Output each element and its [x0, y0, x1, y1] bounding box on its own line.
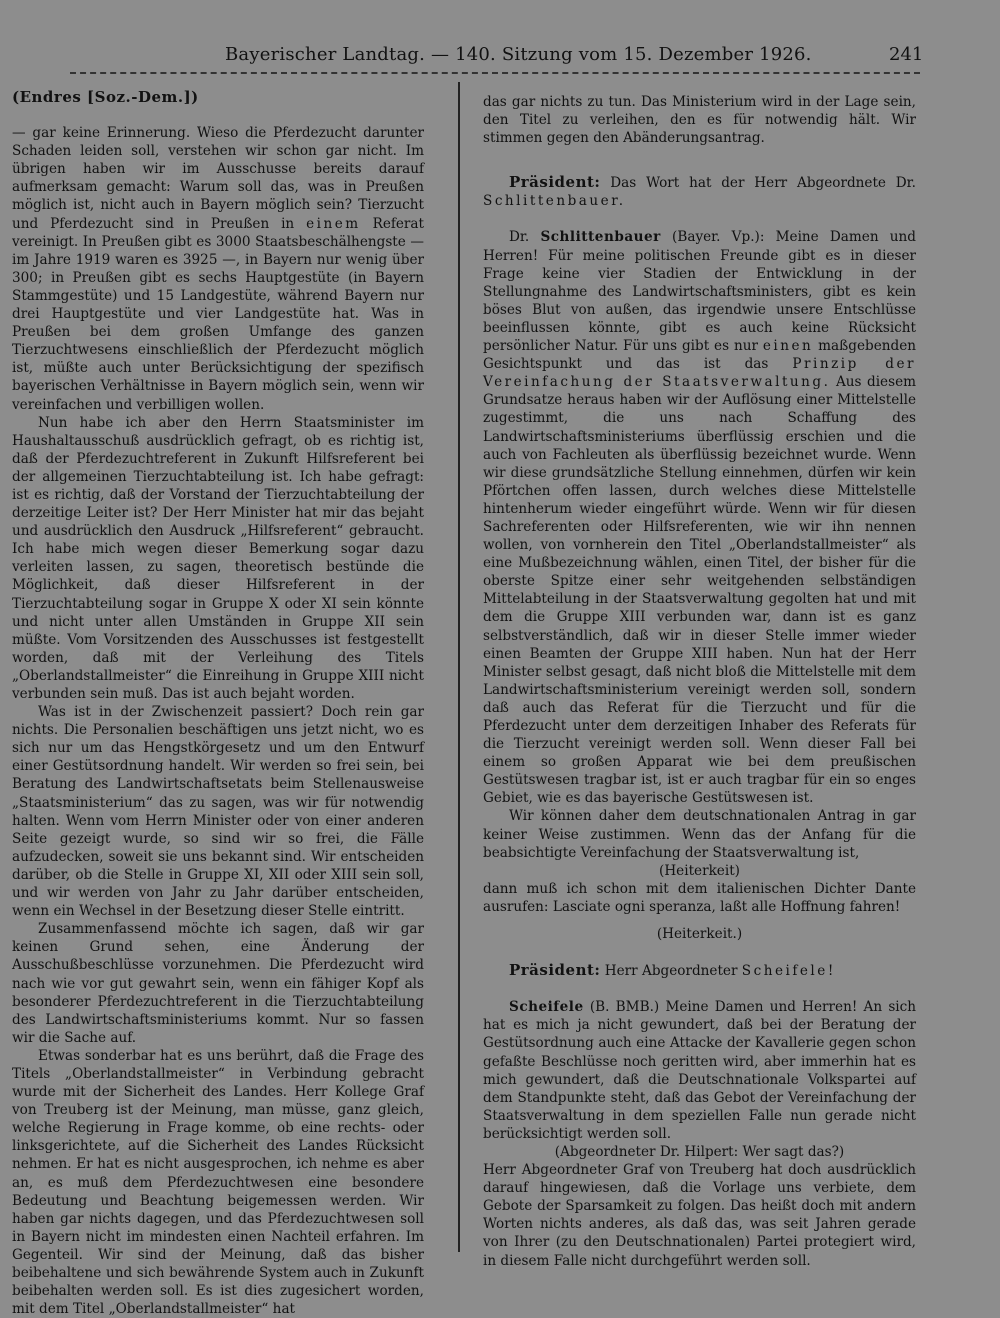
emphasis-text: einen	[762, 338, 814, 355]
paragraph	[12, 124, 424, 414]
paragraph: das gar nichts zu tun. Das Ministerium wird in der Lage sein, den Titel zu verleihen, den es für notwendig hält. Wir stimmen gegen den Abänderungsantrag.	[483, 94, 916, 147]
paragraph-text: Meine Damen und Herren! Für meine politischen Freunde gibt es in dieser Frage keine vier Stadien der Entwicklung in der Stellungnahme des Landwirtschaftsministers, gibt es kein böses Blut von außen, das irgendwie unsere Entschlüsse beeinflussen könnte, gibt es auch keine Rücksicht persönlicher Natur. Für uns gibt es nur	[483, 229, 917, 355]
paragraph: Wir können daher dem deutschnationalen Antrag in gar keiner Weise zustimmen. Wenn das der Anfang für die beabsichtigte Vereinfachung der Staatsverwaltung ist,	[483, 808, 916, 861]
paragraph: Was ist in der Zwischenzeit passiert? Doch rein gar nichts. Die Personalien beschäftigen uns jetzt nicht, wo es sich nur um das Hengstkörgesetz und um den Entwurf einer Gestütsordnung handelt. Wir werden so frei sein, bei Beratung des Landwirtschaftsetats beim Stellenausweise „Staatsministerium“ das zu sagen, was wir für notwendig halten. Wenn vom Herrn Minister oder von einer anderen Seite gezeigt wurde, so sind wir so frei, die Fälle aufzudecken, soweit sie uns bekannt sind. Wir entscheiden darüber, ob die Stelle in Gruppe XI, XII oder XIII sein soll, und wir werden von Jahr zu Jahr darüber entscheiden, wenn ein Wechsel in der Besetzung dieser Stelle eintritt.	[12, 704, 424, 920]
emphasis-text: Prinzip der Vereinfachung der Staatsverwaltung.	[483, 356, 916, 391]
page-header	[0, 0, 1000, 78]
speech-paragraph	[483, 998, 916, 1143]
header-rule	[70, 72, 920, 74]
column-divider	[458, 82, 460, 1252]
speaker-party: (B. BMB.)	[589, 999, 660, 1016]
right-column	[483, 93, 916, 1270]
paragraph-text: Referat vereinigt. In Preußen gibt es 3000 Staatsbeschälhengste — im Jahre 1919 waren es 3925 —, in Bayern nur wenig über 300; in Preußen gibt es sechs Hauptgestüte (in Bayern Stammgestüte) und 15 Landgestüte, während Bayern nur drei Hauptgestüte und vier Landgestüte hat. Was in Preußen bei dem großen Umfange des ganzen Tierzuchtwesens einschließlich der Pferdezucht möglich ist, müßte auch unter Berücksichtigung der spezifisch bayerischen Verhältnisse in Bayern möglich sein, wenn wir vereinfachen und verbilligen wollen.	[12, 215, 424, 413]
speaker-continuation-tag: (Endres [Soz.-Dem.])	[12, 88, 199, 106]
page-number: 241	[889, 44, 924, 65]
interjection: (Abgeordneter Dr. Hilpert: Wer sagt das?)	[554, 1143, 845, 1160]
interjection: (Heiterkeit.)	[656, 926, 743, 943]
speech-paragraph	[483, 228, 916, 807]
speaker-party: (Bayer. Vp.):	[672, 229, 765, 246]
paragraph-text: maßgebenden Gesichtspunkt und das ist das	[483, 338, 916, 373]
paragraph: dann muß ich schon mit dem italienischen Dichter Dante ausrufen: Lasciate ogni speranza, laßt alle Hoffnung fahren!	[483, 880, 916, 915]
paragraph-text: Herr Abgeordneter	[604, 963, 738, 980]
paragraph-text: — gar keine Erinnerung. Wieso die Pferdezucht darunter Schaden leiden soll, verstehen wir schon gar nicht. Im übrigen haben wir im Ausschusse bereits darauf aufmerksam gemacht: Warum soll das, was in Preußen möglich ist, nicht auch in Bayern möglich sein? Tierzucht und Pferdezucht sind in Preußen in	[12, 125, 424, 232]
paragraph-text: Aus diesem Grundsatze heraus haben wir der Auflösung einer Mittelstelle zugestimmt, die uns nach Schaffung des Landwirtschaftsministeriums überflüssig erschien und die auch von Fachleuten als überflüssig bezeichnet wurde. Wenn wir diese grundsätzliche Stellung einnehmen, dürfen wir kein Pförtchen offen lassen, durch welches diese Mittelstelle hintenherum wieder eingeführt würde. Wenn wir für diesen Sachreferenten oder Hilfsreferenten, wie wir ihn nennen wollen, von vornherein den Titel „Oberlandstallmeister“ als eine Mußbezeichnung wählen, einen Titel, der bisher für die oberste Spitze einer sehr weitgehenden selbständigen Mittelabteilung in der Staatsverwaltung gegolten hat und mit dem die Gruppe XIII verbunden war, dann ist es ganz selbstverständlich, daß wir in dieser Stelle immer wieder einen Beamten der Gruppe XIII haben. Nun hat der Herr Minister selbst gesagt, daß nicht bloß die Mittelstelle mit dem Landwirtschaftsministerium vereinigt werden soll, sondern daß auch das Referat für die Tierzucht und für die Pferdezucht unter dem derzeitigen Inhaber des Referats für die Tierzucht vereinigt werden soll. Wenn dieser Fall bei einem so großen Apparat wie bei dem preußischen Gestütswesen tragbar ist, ist er auch tragbar für ein so enges Gebiet, wie es das bayerische Gestütswesen ist.	[483, 374, 917, 807]
paragraph-text: Meine Damen und Herren! An sich hat es mich ja nicht gewundert, daß bei der Beratung der Gestütsordnung auch eine Attacke der Kavallerie gegen schon gefaßte Beschlüsse noch geritten wird, aber immerhin hat es mich gewundert, daß die Deutschnationale Volkspartei auf dem Standpunkte steht, daß das Gebot der Vereinfachung der Staatsverwaltung in dem speziellen Falle nun gerade nicht berücksichtigt werden soll.	[483, 999, 917, 1142]
speaker-name: Schlittenbauer.	[483, 193, 626, 210]
interjection: (Heiterkeit)	[659, 862, 740, 879]
running-title: Bayerischer Landtag. — 140. Sitzung vom 15. Dezember 1926.	[225, 44, 812, 65]
president-remark	[483, 173, 916, 210]
paragraph-text: Das Wort hat der Herr Abgeordnete Dr.	[610, 175, 916, 192]
paragraph: Etwas sonderbar hat es uns berührt, daß die Frage des Titels „Oberlandstallmeister“ in Verbindung gebracht wurde mit der Sicherheit des Landes. Herr Kollege Graf von Treuberg ist der Meinung, man müsse, ganz gleich, welche Regierung in Frage komme, ob eine rechts- oder linksgerichtete, auf die Sicherheit des Landes Rücksicht nehmen. Er hat es nicht ausgesprochen, ich nehme es aber an, es muß dem Pferdezuchtwesen eine besondere Bedeutung und Beachtung beigemessen werden. Wir haben gar nichts dagegen, und das Pferdezuchtwesen soll in Bayern nicht im mindesten einen Nachteil erfahren. Im Gegenteil. Wir sind der Meinung, daß das bisher beibehaltene und sich bewährende System auch in Zukunft beibehalten werden soll. Es ist dies zugesichert worden, mit dem Titel „Oberlandstallmeister“ hat	[12, 1047, 424, 1318]
speaker-name: Schlittenbauer	[540, 229, 661, 246]
left-column	[12, 88, 424, 1318]
president-label: Präsident:	[509, 173, 601, 192]
speaker-name: Scheifele	[509, 999, 584, 1016]
emphasis-text: einem	[306, 215, 361, 232]
president-label: Präsident:	[509, 961, 601, 980]
speaker-prefix: Dr.	[509, 229, 530, 246]
paragraph: Nun habe ich aber den Herrn Staatsminister im Haushaltausschuß ausdrücklich gefragt, ob es richtig ist, daß der Pferdezuchtreferent in Zukunft Hilfsreferent bei der allgemeinen Tierzuchtabteilung ist. Ich habe gefragt: ist es richtig, daß der Vorstand der Tierzuchtabteilung der derzeitige Leiter ist? Der Herr Minister hat mir das bejaht und ausdrücklich den Ausdruck „Hilfsreferent“ gebraucht. Ich habe mich wegen dieser Bemerkung sogar dazu verleiten lassen, zu sagen, theoretisch bestünde die Möglichkeit, daß dieser Hilfsreferent in der Tierzuchtabteilung sogar in Gruppe X oder XI sein könnte und nicht unter allen Umständen in Gruppe XII sein müßte. Vom Vorsitzenden des Ausschusses ist festgestellt worden, daß mit der Verleihung des Titels „Oberlandstallmeister“ die Einreihung in Gruppe XIII nicht verbunden sein muß. Das ist auch bejaht worden.	[12, 414, 424, 702]
paragraph: Herr Abgeordneter Graf von Treuberg hat doch ausdrücklich darauf hingewiesen, daß die Vorlage uns verbiete, dem Gebote der Sparsamkeit zu folgen. Das heißt doch mit andern Worten nichts anderes, als daß das, was seit Jahren gerade von Ihrer (zu den Deutschnationalen) Partei protegiert wird, in diesem Falle nicht durchgeführt werden soll.	[483, 1162, 916, 1269]
speaker-name: Scheifele!	[741, 963, 836, 980]
president-remark	[483, 961, 916, 980]
paragraph: Zusammenfassend möchte ich sagen, daß wir gar keinen Grund sehen, eine Änderung der Ausschußbeschlüsse vorzunehmen. Die Pferdezucht wird nach wie vor gut gewahrt sein, wenn ein fähiger Kopf als besonderer Pferdezuchtreferent in die Tierzuchtabteilung des Landwirtschaftsministeriums kommt. Nur so fassen wir die Sache auf.	[12, 921, 424, 1046]
